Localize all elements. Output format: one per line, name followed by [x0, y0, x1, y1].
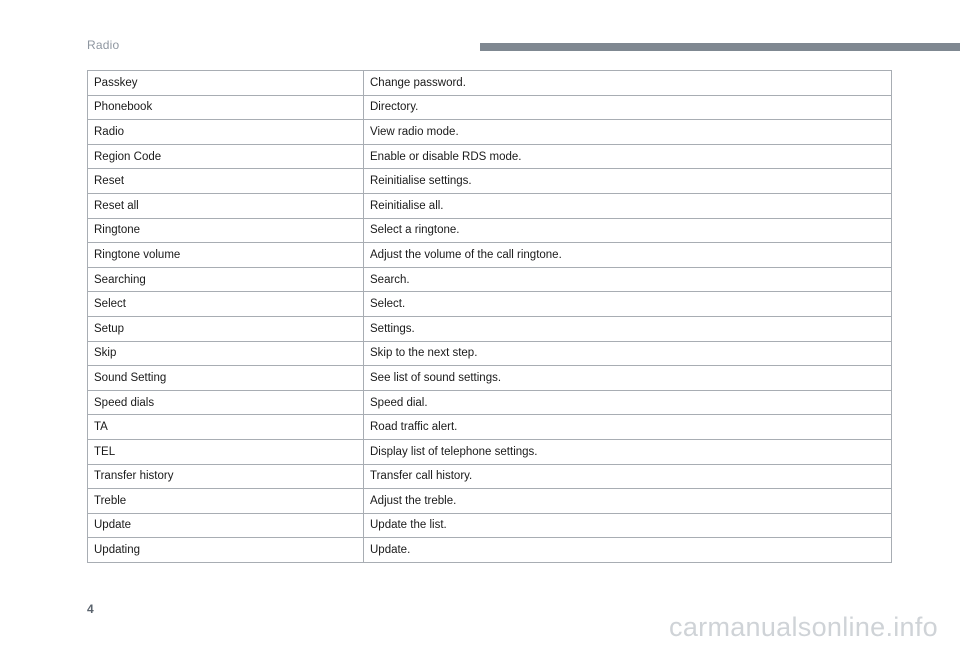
definition-cell: Display list of telephone settings. [364, 439, 892, 464]
section-title: Radio [87, 38, 120, 52]
definition-cell: Adjust the volume of the call ringtone. [364, 243, 892, 268]
term-cell: TA [88, 415, 364, 440]
definition-cell: Enable or disable RDS mode. [364, 144, 892, 169]
table-row [88, 513, 892, 538]
table-row [88, 95, 892, 120]
table-row [88, 71, 892, 96]
definition-cell: Directory. [364, 95, 892, 120]
term-cell: TEL [88, 439, 364, 464]
header-accent-bar [480, 43, 960, 51]
table-row [88, 464, 892, 489]
definition-cell: Settings. [364, 316, 892, 341]
definition-cell: Speed dial. [364, 390, 892, 415]
term-cell: Passkey [88, 71, 364, 96]
term-cell: Speed dials [88, 390, 364, 415]
page-number: 4 [87, 602, 94, 616]
term-cell: Skip [88, 341, 364, 366]
definition-cell: Select. [364, 292, 892, 317]
definition-cell: Update the list. [364, 513, 892, 538]
table-row [88, 538, 892, 563]
table-row [88, 390, 892, 415]
definition-cell: Search. [364, 267, 892, 292]
definition-cell: Update. [364, 538, 892, 563]
term-cell: Phonebook [88, 95, 364, 120]
table-row [88, 243, 892, 268]
table-row [88, 415, 892, 440]
definition-cell: Reinitialise settings. [364, 169, 892, 194]
term-cell: Updating [88, 538, 364, 563]
term-cell: Ringtone [88, 218, 364, 243]
table-row [88, 439, 892, 464]
glossary-table-body [88, 71, 892, 563]
definition-cell: Transfer call history. [364, 464, 892, 489]
table-row [88, 218, 892, 243]
table-row [88, 267, 892, 292]
definition-cell: Reinitialise all. [364, 193, 892, 218]
term-cell: Ringtone volume [88, 243, 364, 268]
definition-cell: View radio mode. [364, 120, 892, 145]
term-cell: Reset all [88, 193, 364, 218]
table-row [88, 366, 892, 391]
term-cell: Transfer history [88, 464, 364, 489]
table-row [88, 144, 892, 169]
table-row [88, 316, 892, 341]
term-cell: Sound Setting [88, 366, 364, 391]
definition-cell: Road traffic alert. [364, 415, 892, 440]
term-cell: Searching [88, 267, 364, 292]
term-cell: Reset [88, 169, 364, 194]
definition-cell: Change password. [364, 71, 892, 96]
definition-cell: Select a ringtone. [364, 218, 892, 243]
table-row [88, 292, 892, 317]
definition-cell: Adjust the treble. [364, 489, 892, 514]
watermark: carmanualsonline.info [669, 612, 938, 642]
term-cell: Treble [88, 489, 364, 514]
definition-cell: See list of sound settings. [364, 366, 892, 391]
table-row [88, 489, 892, 514]
glossary-table [87, 70, 892, 563]
term-cell: Select [88, 292, 364, 317]
term-cell: Setup [88, 316, 364, 341]
term-cell: Region Code [88, 144, 364, 169]
table-row [88, 193, 892, 218]
table-row [88, 341, 892, 366]
term-cell: Update [88, 513, 364, 538]
table-row [88, 169, 892, 194]
table-row [88, 120, 892, 145]
definition-cell: Skip to the next step. [364, 341, 892, 366]
term-cell: Radio [88, 120, 364, 145]
